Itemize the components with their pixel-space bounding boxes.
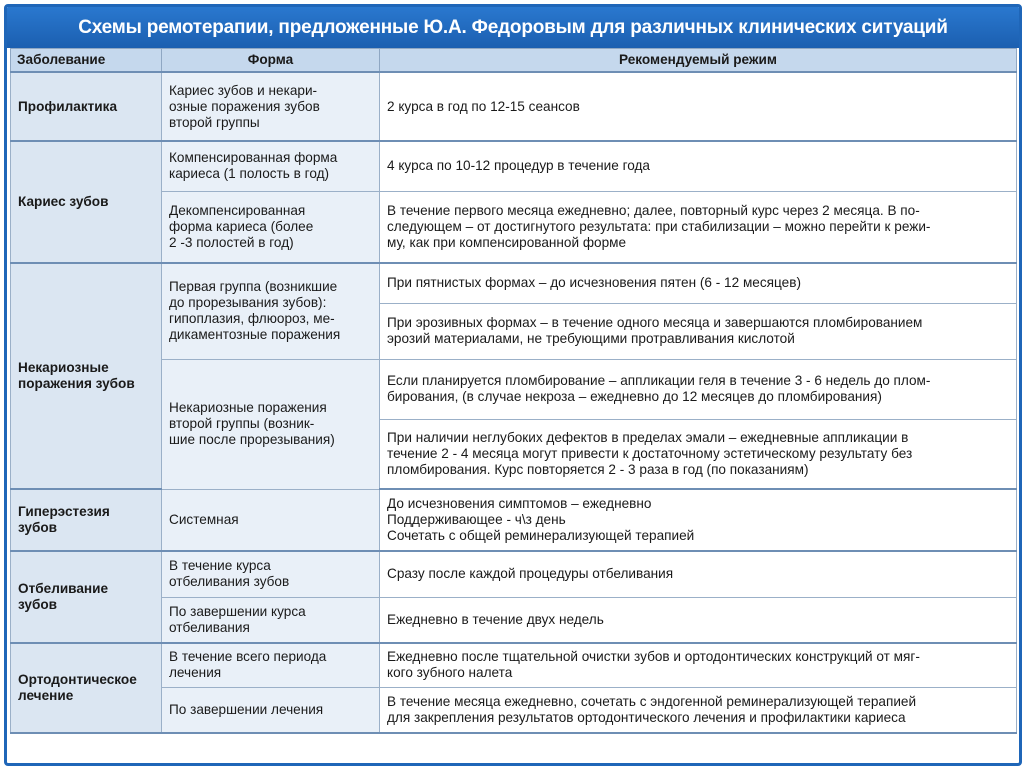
table-row [11,597,1017,643]
header-disease: Заболевание [11,49,162,73]
form-cell: Декомпенсированная форма кариеса (более 2 -3 полостей в год) [162,191,380,263]
mode-cell: При наличии неглубоких дефектов в пределах эмали – ежедневные аппликации в течение 2 - 4 месяца могут привести к достаточному эстетическому результату без пломбирования. Курс повторяется 2 - 3 раза в год (по показаниям) [380,419,1017,489]
form-cell: По завершении лечения [162,687,380,733]
table-body [11,72,1017,733]
table-row [11,359,1017,419]
mode-cell: До исчезновения симптомов – ежедневно Поддерживающее - ч\з день Сочетать с общей реминерализующей терапией [380,489,1017,551]
disease-cell: Некариозные поражения зубов [11,263,162,489]
disease-cell: Кариес зубов [11,141,162,263]
form-cell: Кариес зубов и некари- озные поражения зубов второй группы [162,72,380,141]
mode-cell: При пятнистых формах – до исчезновения пятен (6 - 12 месяцев) [380,263,1017,303]
form-cell: Системная [162,489,380,551]
form-cell: Компенсированная форма кариеса (1 полость в год) [162,141,380,191]
disease-cell: Профилактика [11,72,162,141]
form-cell: В течение всего периода лечения [162,643,380,687]
header-mode: Рекомендуемый режим [380,49,1017,73]
table-row [11,141,1017,191]
form-cell: Некариозные поражения второй группы (возник- шие после прорезывания) [162,359,380,489]
mode-cell: 4 курса по 10-12 процедур в течение года [380,141,1017,191]
table-row [11,191,1017,263]
form-cell: Первая группа (возникшие до прорезывания зубов): гипоплазия, флюороз, ме- дикаментозные поражения [162,263,380,359]
page-title: Схемы ремотерапии, предложенные Ю.А. Федоровым для различных клинических ситуаций [7,7,1019,48]
mode-cell: Ежедневно в течение двух недель [380,597,1017,643]
mode-cell: Сразу после каждой процедуры отбеливания [380,551,1017,597]
table-row [11,551,1017,597]
table-row [11,72,1017,141]
table-row [11,687,1017,733]
form-cell: В течение курса отбеливания зубов [162,551,380,597]
disease-cell: Отбеливание зубов [11,551,162,643]
therapy-table [10,48,1017,734]
disease-cell: Гиперэстезия зубов [11,489,162,551]
table-row [11,643,1017,687]
mode-cell: При эрозивных формах – в течение одного месяца и завершаются пломбированием эрозий материалами, не требующими протравливания кислотой [380,303,1017,359]
mode-cell: Если планируется пломбирование – аппликации геля в течение 3 - 6 недель до плом- бирования, (в случае некроза – ежедневно до 12 месяцев до пломбирования) [380,359,1017,419]
mode-cell: В течение первого месяца ежедневно; далее, повторный курс через 2 месяца. В по- следующем – от достигнутого результата: при стабилизации – можно перейти к режи- му, как при компенсированной форме [380,191,1017,263]
disease-cell: Ортодонтическое лечение [11,643,162,733]
table-row [11,263,1017,303]
header-form: Форма [162,49,380,73]
table-row [11,489,1017,551]
table-frame [4,4,1022,766]
mode-cell: Ежедневно после тщательной очистки зубов и ортодонтических конструкций от мяг- кого зубного налета [380,643,1017,687]
form-cell: По завершении курса отбеливания [162,597,380,643]
mode-cell: 2 курса в год по 12-15 сеансов [380,72,1017,141]
mode-cell: В течение месяца ежедневно, сочетать с эндогенной реминерализующей терапией для закрепления результатов ортодонтического лечения и профилактики кариеса [380,687,1017,733]
header-row [11,49,1017,73]
